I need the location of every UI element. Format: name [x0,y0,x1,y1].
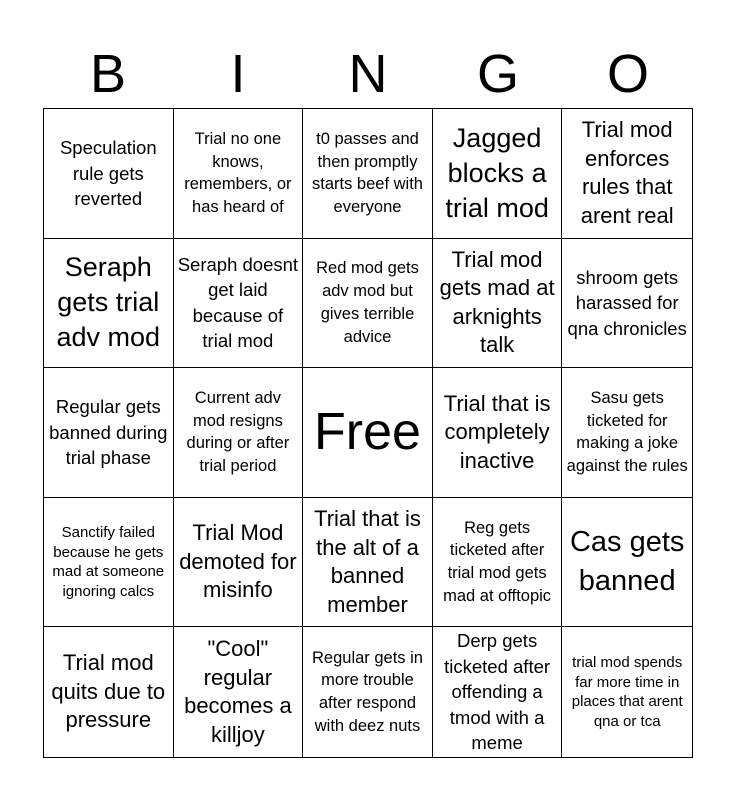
bingo-cell[interactable] [433,368,563,498]
cell-text: Trial that is completely inactive [443,390,551,473]
header-letter-g: G [476,44,519,104]
cell-text: Cas gets banned [569,525,685,598]
bingo-cell[interactable] [174,627,304,757]
bingo-grid [43,108,693,758]
header-letter-i: I [230,44,246,104]
bingo-cell[interactable] [562,239,692,369]
bingo-cell[interactable] [562,109,692,239]
header-letter-b: B [89,44,127,104]
bingo-cell[interactable] [44,368,174,498]
header-letter-n: N [348,44,388,104]
cell-text: Red mod gets adv mod but gives terrible advice [316,259,419,346]
bingo-cell[interactable] [44,627,174,757]
bingo-cell[interactable] [174,109,304,239]
free-space-label: Free [314,402,421,461]
cell-text: Trial no one knows, remembers, or has heard of [184,129,292,217]
bingo-cell[interactable] [303,498,433,628]
cell-text: Regular gets in more trouble after respond with deez nuts [312,648,423,735]
cell-text: Trial mod gets mad at arknights talk [439,246,555,358]
cell-text: Current adv mod resigns during or after trial period [186,388,290,476]
cell-text: Jagged blocks a trial mod [445,122,549,223]
cell-text: Seraph gets trial adv mod [56,252,161,353]
cell-text: Regular gets banned during trial phase [49,396,168,469]
cell-text: shroom gets harassed for qna chronicles [567,266,687,339]
cell-text: Trial that is the alt of a banned member [314,505,421,617]
bingo-cell[interactable] [44,498,174,628]
cell-text: Reg gets ticketed after trial mod gets mad at offtopic [443,518,552,605]
bingo-cell[interactable] [174,239,304,369]
bingo-header [43,40,693,108]
bingo-cell[interactable] [174,498,304,628]
bingo-cell[interactable] [303,109,433,239]
cell-text: Derp gets ticketed after offending a tmod with a meme [444,630,551,754]
cell-text: Seraph doesnt get laid because of trial mod [177,253,299,352]
cell-text: trial mod spends far more time in places that arent qna or tca [571,654,683,730]
header-letter-o: O [606,44,649,104]
cell-text: Sanctify failed because he gets mad at someone ignoring calcs [52,524,165,600]
cell-text: Trial mod enforces rules that arent real [580,117,674,228]
bingo-cell[interactable] [303,239,433,369]
bingo-cell[interactable] [562,627,692,757]
bingo-cell[interactable] [433,109,563,239]
cell-text: Trial mod quits due to pressure [51,650,166,733]
bingo-cell-free[interactable] [303,368,433,498]
bingo-cell[interactable] [433,239,563,369]
bingo-cell[interactable] [433,498,563,628]
cell-text: t0 passes and then promptly starts beef with everyone [312,129,423,217]
bingo-cell[interactable] [44,239,174,369]
bingo-cell[interactable] [433,627,563,757]
cell-text: Trial Mod demoted for misinfo [179,520,297,603]
cell-text: Sasu gets ticketed for making a joke against the rules [566,388,688,476]
cell-text: "Cool" regular becomes a killjoy [184,636,292,747]
bingo-cell[interactable] [303,627,433,757]
bingo-cell[interactable] [44,109,174,239]
bingo-cell[interactable] [562,368,692,498]
bingo-cell[interactable] [562,498,692,628]
cell-text: Speculation rule gets reverted [59,137,157,210]
bingo-cell[interactable] [174,368,304,498]
